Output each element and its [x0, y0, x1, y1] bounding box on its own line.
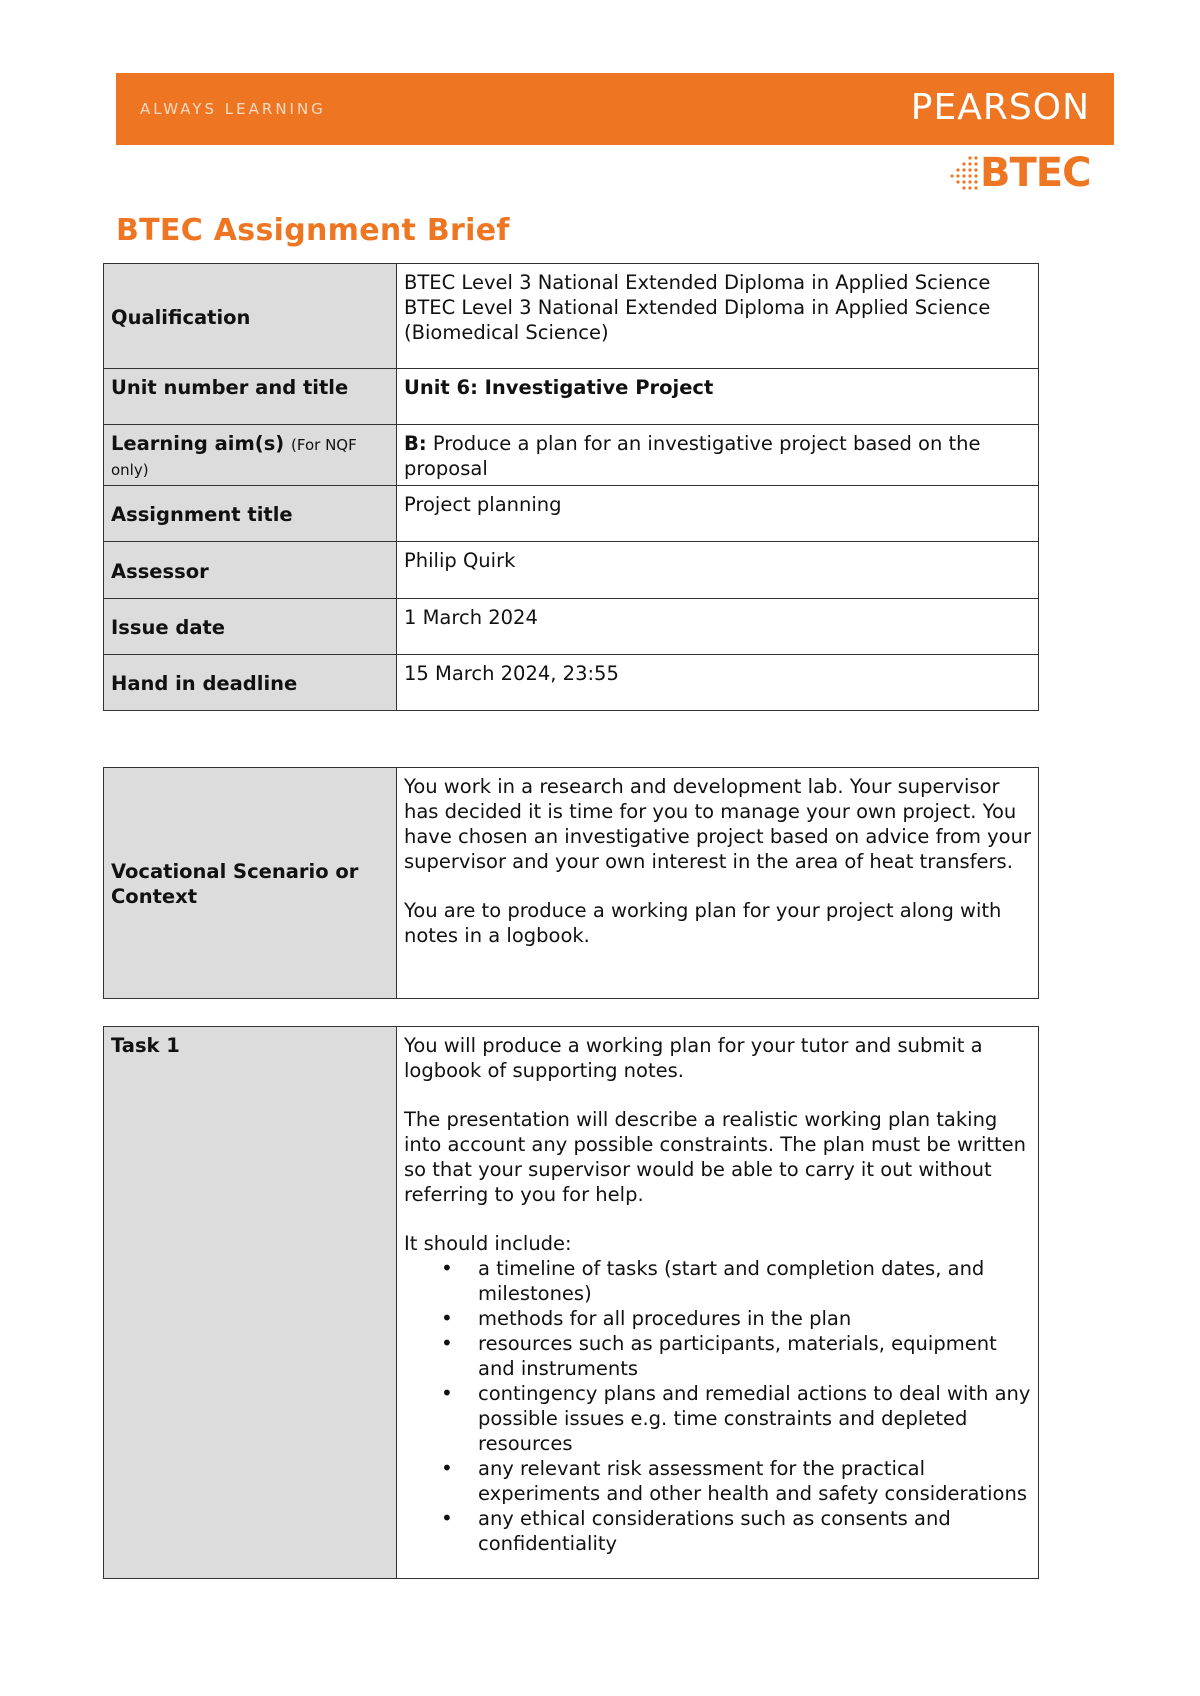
btec-logo-text: BTEC [980, 150, 1091, 196]
scenario-label: Vocational Scenario or Context [104, 768, 397, 999]
issue-date-value: 1 March 2024 [397, 599, 1039, 655]
table-row [104, 425, 1039, 486]
list-item: • a timeline of tasks (start and completion dates, and milestones) [478, 1256, 1031, 1306]
assignment-title-label: Assignment title [104, 486, 397, 542]
btec-logo [950, 150, 1100, 196]
table-row [104, 486, 1039, 542]
table-row [104, 768, 1039, 999]
deadline-value: 15 March 2024, 23:55 [397, 655, 1039, 711]
task-include-intro: It should include: [404, 1232, 572, 1255]
task-table [103, 1026, 1039, 1579]
task-label: Task 1 [104, 1027, 397, 1579]
tagline: ALWAYS LEARNING [140, 100, 326, 118]
table-row [104, 542, 1039, 599]
learning-aim-note: (For NQF only) [111, 436, 357, 479]
table-row [104, 264, 1039, 369]
assessor-value: Philip Quirk [397, 542, 1039, 599]
btec-dots-icon [950, 154, 980, 192]
scenario-value [397, 768, 1039, 999]
list-item: • any ethical considerations such as consents and confidentiality [478, 1506, 1031, 1556]
pearson-logo: PEARSON [910, 87, 1090, 128]
task-paragraph: You will produce a working plan for your tutor and submit a logbook of supporting notes. [404, 1034, 983, 1082]
list-item: • contingency plans and remedial actions to deal with any possible issues e.g. time constraints and depleted resources [478, 1381, 1031, 1456]
qualification-value [397, 264, 1039, 369]
scenario-table [103, 767, 1039, 999]
table-row [104, 369, 1039, 425]
qualification-line: BTEC Level 3 National Extended Diploma in Applied Science [404, 271, 991, 294]
list-item: • any relevant risk assessment for the practical experiments and other health and safety considerations [478, 1456, 1031, 1506]
qualification-line: BTEC Level 3 National Extended Diploma in Applied Science [404, 296, 991, 319]
table-row [104, 599, 1039, 655]
list-item: • resources such as participants, materials, equipment and instruments [478, 1331, 1031, 1381]
list-item: • methods for all procedures in the plan [478, 1306, 1031, 1331]
table-row [104, 655, 1039, 711]
unit-label: Unit number and title [104, 369, 397, 425]
qualification-line: (Biomedical Science) [404, 321, 609, 344]
deadline-label: Hand in deadline [104, 655, 397, 711]
assignment-details-table [103, 263, 1039, 711]
header-banner [116, 73, 1114, 145]
learning-aim-value [397, 425, 1039, 486]
task-paragraph: The presentation will describe a realistic working plan taking into account any possible constraints. The plan must be written so that your supervisor would be able to carry it out without referring to you for help. [404, 1108, 1027, 1206]
assignment-title-value: Project planning [397, 486, 1039, 542]
scenario-paragraph: You are to produce a working plan for your project along with notes in a logbook. [404, 899, 1002, 947]
table-row [104, 1027, 1039, 1579]
unit-value: Unit 6: Investigative Project [397, 369, 1039, 425]
qualification-label: Qualification [104, 264, 397, 369]
learning-aim-label-text: Learning aim(s) [111, 432, 285, 455]
learning-aim-text: Produce a plan for an investigative project based on the proposal [404, 432, 981, 480]
issue-date-label: Issue date [104, 599, 397, 655]
scenario-paragraph: You work in a research and development lab. Your supervisor has decided it is time for you to manage your own project. You have chosen an investigative project based on advice from your supervisor and your own interest in the area of heat transfers. [404, 775, 1031, 873]
assessor-label: Assessor [104, 542, 397, 599]
learning-aim-code: B: [404, 432, 427, 455]
page-title: BTEC Assignment Brief [116, 213, 510, 248]
task-bullet-list [404, 1256, 1031, 1556]
task-description [397, 1027, 1039, 1579]
learning-aim-label [104, 425, 397, 486]
